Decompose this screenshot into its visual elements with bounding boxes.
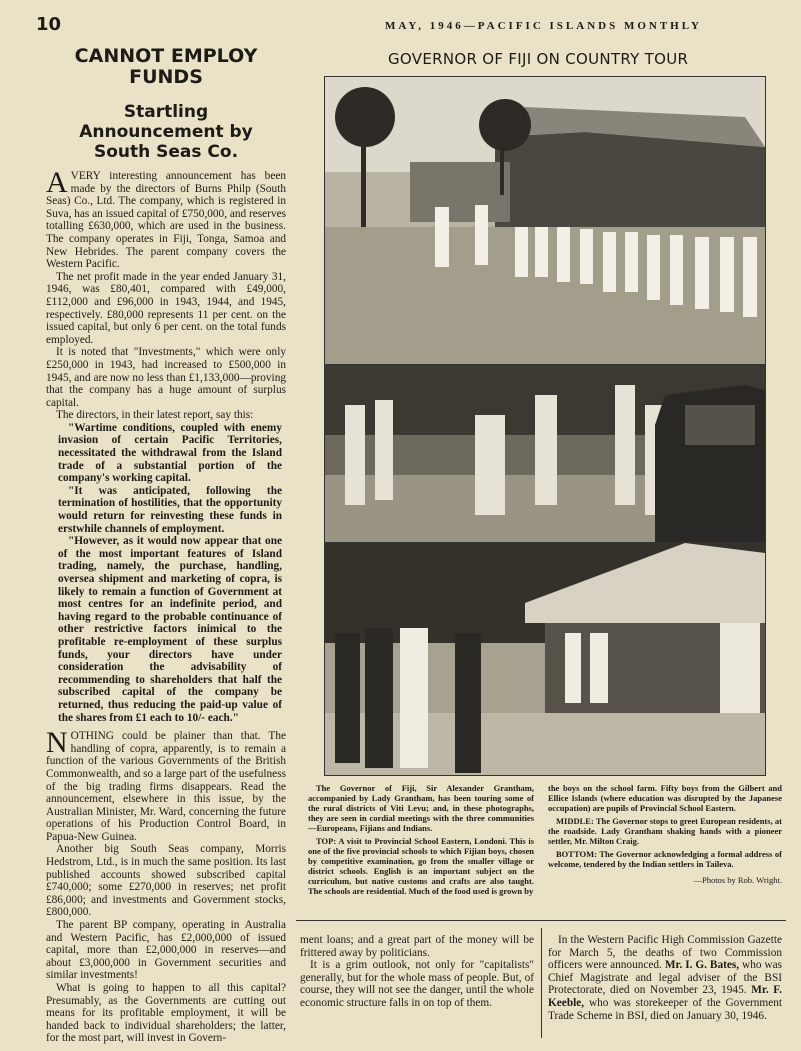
photo-caption-left [308,783,534,899]
caption-top-continued: the boys on the school farm. Fifty boys from the Gilbert and Ellice Islands (where education was disrupted by the Japanese occupation) are pupils of Provincial School Eastern. [548,783,782,813]
caption-divider-rule [296,920,786,921]
paragraph-4: The directors, in their latest report, say this: [56,409,254,422]
notice-name-keeble: Mr. F. Keeble, [548,984,782,1009]
page-number: 10 [36,14,62,35]
photo-top-school [324,76,766,366]
notice-text-1: In the Western Pacific High Commission Gazette for March 5, the deaths of two Commission officers were announced. [548,934,782,972]
photo-credit: —Photos by Rob. Wright. [693,875,782,885]
notice-name-bates: Mr. I. G. Bates, [664,959,740,972]
quote-1: "Wartime conditions, coupled with enemy invasion of certain Pacific Territories, necessitated the withdrawal from the Island trade of a substantial portion of the company's working capital. [58,421,282,485]
article-headline: CANNOT EMPLOY FUNDS [74,45,258,88]
caption-bottom: BOTTOM: The Governor acknowledging a formal address of welcome, tendered by the Indian settlers in Taileva. [548,849,782,869]
paragraph-2: The net profit made in the year ended January 31, 1946, was £80,401, compared with £49,000, £112,000 and £96,000 in 1943, 1944, and 1945, respectively. £80,000 represents 11 per cent. on the issued capital, but only 6 per cent. on the total funds employed. [46,270,286,346]
quote-2: "It was anticipated, following the termination of hostilities, that the opportunity would return for reinvesting these funds in erstwhile channels of employment. [58,484,282,535]
caption-middle: MIDDLE: The Governor stops to greet European residents, at the roadside. Lady Grantham shaking hands with a pioneer settler, Mr. Milton Craig. [548,816,782,846]
paragraph-5 [46,726,286,843]
photo-caption-right [548,783,782,888]
article-column-left [46,46,286,1045]
paragraph-3: It is noted that "Investments," which were only £250,000 in 1943, had increased to £500,000 in 1945, and are now no less than £1,133,000—proving that the company has a huge amount of surplus capital. [46,346,286,409]
dropcap-a: A [46,166,68,199]
quote-3: "However, as it would now appear that one of the most important features of Island trading, namely, the purchase, handling, oversea shipment and marketing of copra, is likely to remain a function of Government at most centres for an indefinite period, and having regard to the probable continuance of other restrictive factors inimical to the profitable re-employment of these surplus funds, your directors have under consideration the advisability of recommending to shareholders that half the subscribed capital of the company be returned, thus reducing the paid-up value of the shares from £1 each to 10/- each." [58,535,282,724]
notice-text-2: who was Chief Magistrate and legal adviser of the BSI Protectorate, died on November 23, 1945. [548,959,782,997]
notice-text-3: who was storekeeper of the Government Trade Scheme in BSI, died on January 30, 1946. [548,996,782,1022]
paragraph-9: ment loans; and a great part of the money will be frittered away by politicians. [300,934,534,959]
article-column-middle [300,934,534,1010]
article-subhead: Startling Announcement by South Seas Co. [79,102,253,162]
notice-column [548,934,782,1022]
paragraph-8: What is going to happen to all this capital? Presumably, as the Governments are cutting out means for its profitable employment, it will be handed back to individual shareholders; the latter, for the most part, will invest in Govern- [46,982,286,1045]
paragraph-1 [46,166,286,271]
caption-top: TOP: A visit to Provincial School Eastern, Londoni. This is one of the five provincial schools to which Fijian boys, chosen by competitive examination, go from the smaller village or district schools. English is an important subject on the curriculum, but native customs and crafts are also taught. The schools are residential. Much of the food used is grown by [308,836,534,896]
paragraph-5-text: OTHING could be plainer than that. The handling of copra, apparently, is to remain a function of the various Governments of the British Commonwealth, and so a large part of the usefulness of the big trading firms disappears. Read the announcement, elsewhere in this issue, by the Australian Minister, Mr. Ward, concerning the future operations of his Production Control Board, in Papua-New Guinea. [46,730,286,843]
running-head: MAY, 1946—PACIFIC ISLANDS MONTHLY [385,20,702,32]
paragraph-10: It is a grim outlook, not only for "capitalists" generally, but for the whole mass of people. But, of course, they will not see the danger, until the whole economic structure falls in on top of them. [300,959,534,1009]
notice-paragraph [548,934,782,1022]
photo-middle-roadside [324,364,766,544]
photo-bottom-welcome [324,542,766,776]
paragraph-7: The parent BP company, operating in Australia and Western Pacific, has £2,000,000 of issued capital, more than £2,000,000 in reserves—and about £3,000,000 in Government securities and similar investments! [46,919,286,982]
photo-feature-title: GOVERNOR OF FIJI ON COUNTRY TOUR [388,50,689,68]
dropcap-n: N [46,726,68,760]
caption-intro: The Governor of Fiji, Sir Alexander Grantham, accompanied by Lady Grantham, has been touring some of the rural districts of Viti Levu; and, in these photographs, they are seen in cordial meetings with the three communities—Europeans, Fijians and Indians. [308,783,534,833]
paragraph-1-text: VERY interesting announcement has been made by the directors of Burns Philp (South Seas) Co., Ltd. The company, which is registered in Suva, has an issued capital of £750,000, and reserves totalling £630,000, which are used in the business. The company operates in Fiji, Tonga, Samoa and New Hebrides. The parent company covers the Western Pacific. [46,170,286,271]
column-divider-rule [541,928,542,1038]
paragraph-6: Another big South Seas company, Morris Hedstrom, Ltd., is in much the same position. Its last published accounts showed subscribed capital £740,000; some £270,000 in reserves; net profit £86,000; and investments and Government stocks, £800,000. [46,843,286,919]
